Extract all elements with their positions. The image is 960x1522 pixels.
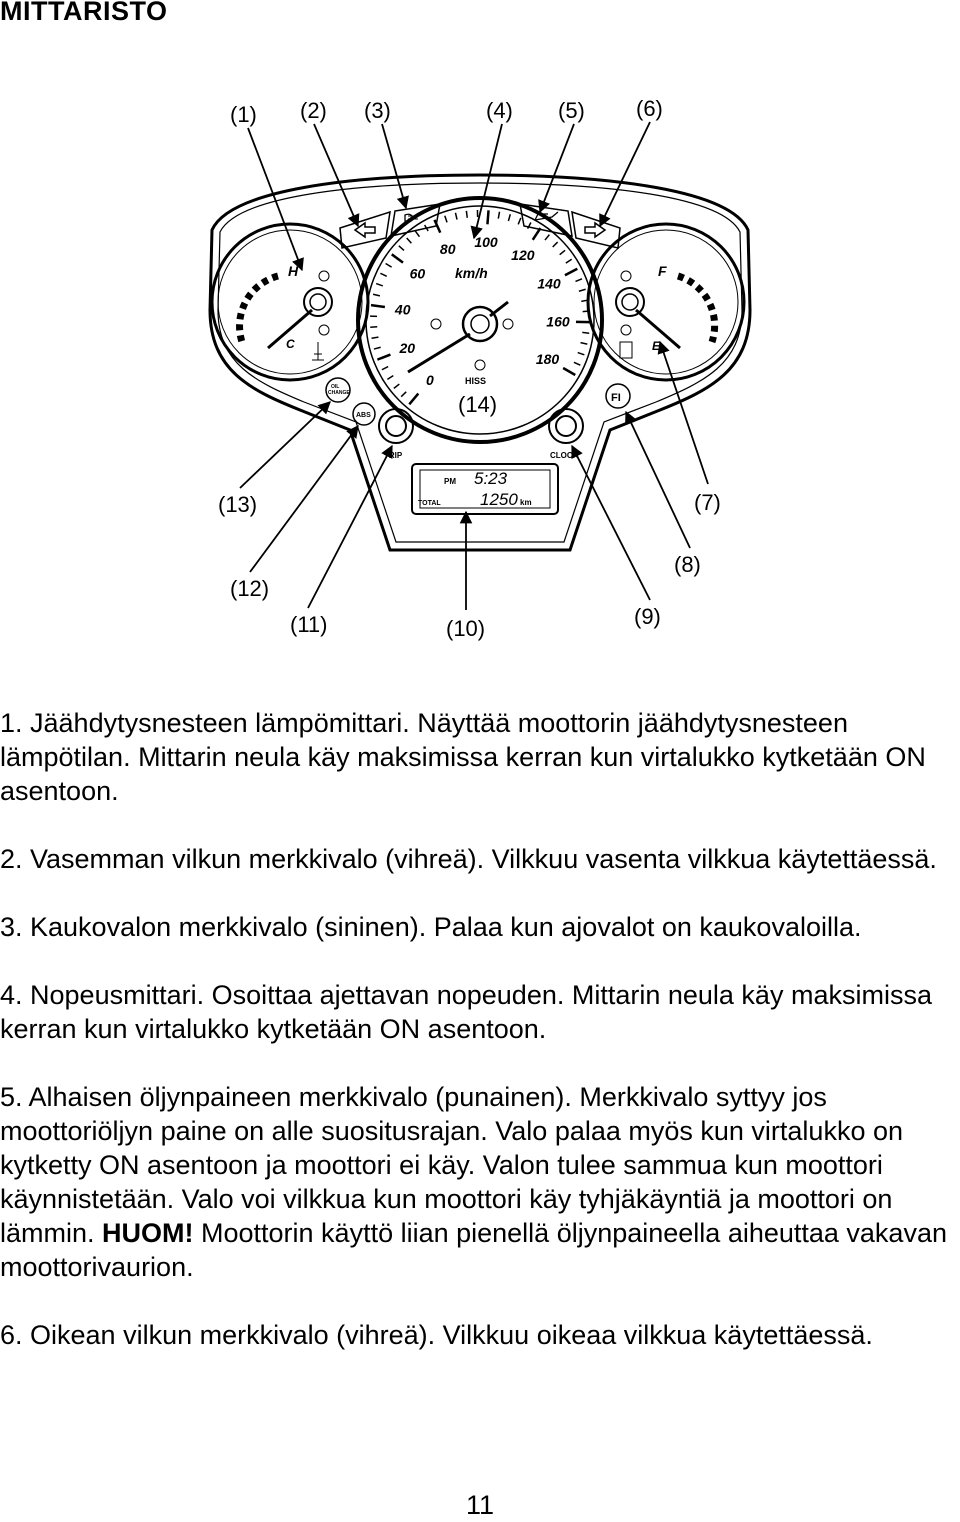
fi-indicator: [606, 384, 630, 408]
temp-high-label: H: [288, 263, 299, 279]
item-text: 6. Oikean vilkun merkkivalo (vihreä). Vilkkuu oikeaa vilkkua käytettäessä.: [0, 1320, 873, 1350]
item-text: 3. Kaukovalon merkkivalo (sininen). Palaa kun ajovalot on kaukovaloilla.: [0, 912, 862, 942]
item-2: [0, 842, 960, 876]
left-turn-indicator-icon: [340, 212, 390, 248]
callout-1: (1): [230, 102, 257, 127]
speedometer-tick: [518, 218, 521, 225]
speedometer-tick: [377, 355, 390, 360]
note-label: HUOM!: [102, 1218, 194, 1248]
speedometer-tick: [455, 213, 457, 220]
speedometer-tick: [566, 259, 572, 263]
callout-2: (2): [300, 98, 327, 123]
speedometer-tick: [401, 392, 406, 397]
speedometer-tick: [409, 394, 418, 405]
item-4: [0, 978, 960, 1046]
speedometer-tick: [533, 228, 541, 240]
speedometer-tick: [498, 212, 499, 219]
speedometer-tick: [445, 216, 447, 223]
lcd-time: 5:23: [474, 469, 508, 488]
instrument-cluster-diagram: [190, 80, 770, 650]
speedometer-tick: [487, 210, 488, 224]
svg-text:OIL: OIL: [331, 384, 340, 390]
oil-change-indicator: [326, 378, 350, 402]
temp-low-label: C: [286, 337, 295, 351]
speedometer-tick-label: 40: [394, 301, 411, 318]
speedometer-tick-label: 180: [535, 351, 560, 367]
item-text: Moottorin käyttö liian pienellä öljynpaineella aiheuttaa vakavan moottorivaurion.: [0, 1218, 947, 1282]
item-text: 4. Nopeusmittari. Osoittaa ajettavan nopeuden. Mittarin neula käy maksimissa kerran kun virtalukko kytketään ON asentoon.: [0, 980, 932, 1044]
item-5: [0, 1080, 960, 1284]
speedometer-tick: [575, 279, 581, 282]
item-3: [0, 910, 960, 944]
speedometer-tick: [392, 254, 403, 262]
speedometer-tick: [582, 332, 589, 333]
speedometer-tick: [376, 284, 383, 286]
item-text: 2. Vasemman vilkun merkkivalo (vihreä). Vilkkuu vasenta vilkkua käytettäessä.: [0, 844, 937, 874]
trip-label: TRIP: [384, 451, 403, 460]
speedometer-tick: [373, 294, 380, 296]
speedometer-tick: [394, 384, 399, 388]
svg-text:FI: FI: [611, 392, 621, 404]
lcd-odometer: 1250: [480, 490, 518, 509]
lcd-display: [412, 464, 558, 514]
lcd-ampm: PM: [444, 477, 456, 486]
clock-label: CLOCK: [550, 451, 579, 460]
svg-text:CHANGE: CHANGE: [328, 390, 350, 396]
speedometer-tick: [578, 353, 585, 355]
coolant-temperature-gauge: [212, 224, 368, 380]
immobilizer-label: HISS: [465, 376, 487, 386]
speedometer-tick: [372, 337, 379, 338]
callout-11: (11): [290, 612, 328, 637]
speedometer-tick: [386, 264, 392, 268]
callout-8: (8): [674, 552, 701, 577]
speedometer-tick: [565, 269, 577, 276]
item-text: 1. Jäähdytysnesteen lämpömittari. Näyttää moottorin jäähdytysnesteen lämpötilan. Mittarin neula käy maksimissa kerran kun virtalukko kytketään ON asentoon.: [0, 708, 926, 806]
speedometer-tick: [574, 362, 580, 365]
speedometer-tick: [415, 231, 419, 237]
page-title: MITTARISTO: [0, 0, 168, 26]
description-list: [0, 706, 960, 1386]
speedometer-tick-label: 120: [511, 246, 535, 263]
callout-4: (4): [486, 98, 513, 123]
speedometer-tick-label: 60: [409, 265, 426, 282]
speedometer-tick-label: 20: [399, 340, 416, 357]
speed-unit-label: km/h: [455, 265, 488, 281]
speedometer-tick: [371, 305, 385, 307]
callout-9: (9): [634, 604, 661, 629]
callout-14: (14): [458, 392, 498, 417]
speedometer-tick: [579, 289, 586, 291]
speedometer: [358, 198, 602, 442]
callout-7: (7): [694, 490, 721, 515]
callout-arrows: [240, 122, 708, 610]
speedometer-tick: [508, 214, 510, 221]
callout-10: (10): [446, 616, 486, 641]
speedometer-tick: [407, 238, 412, 243]
speedometer-tick: [382, 367, 388, 370]
speedometer-tick-label: 0: [425, 371, 434, 388]
speedometer-tick-label: 80: [439, 240, 456, 257]
item-6: [0, 1318, 960, 1352]
svg-text:ABS: ABS: [356, 412, 371, 419]
speedometer-tick: [374, 347, 381, 349]
speedometer-tick: [380, 273, 386, 276]
item-1: [0, 706, 960, 808]
lcd-total-label: TOTAL: [418, 500, 441, 507]
speedometer-needle: [408, 334, 470, 372]
fuel-full-label: F: [658, 263, 667, 279]
page-number: 11: [465, 1490, 495, 1520]
speedometer-tick: [545, 235, 549, 240]
speedometer-tick: [466, 211, 467, 218]
abs-indicator: [353, 403, 375, 425]
fuel-empty-label: E: [652, 339, 661, 353]
right-turn-indicator-icon: [572, 212, 620, 248]
callout-12: (12): [230, 576, 270, 601]
speedometer-tick: [387, 376, 393, 380]
speedometer-tick: [560, 250, 565, 254]
fuel-gauge: [588, 224, 744, 380]
callout-5: (5): [558, 98, 585, 123]
speedometer-tick-label: 140: [537, 275, 561, 292]
lcd-odometer-unit: km: [520, 498, 532, 507]
speedometer-tick: [399, 246, 404, 251]
item-text: 5. Alhaisen öljynpaineen merkkivalo (punainen). Merkkivalo syttyy jos moottoriöljyn paine on alle suositusrajan. Valo palaa myös kun virtalukko on kytketty ON asentoon ja moottori ei käy. Valon tulee sammua kun moottori käynnistetään. Valo voi vilkkua kun moottori käy tyhjäkäyntiä ja moottori on lämmin.: [0, 1082, 903, 1248]
speedometer-tick: [580, 343, 587, 345]
callout-6: (6): [636, 96, 663, 121]
speedometer-tick: [583, 311, 590, 312]
speedometer-tick-label: 160: [546, 313, 570, 330]
callout-13: (13): [218, 492, 258, 517]
speedometer-tick: [563, 368, 575, 375]
callout-3: (3): [364, 98, 391, 123]
speedometer-tick: [553, 242, 558, 247]
speedometer-tick-label: 100: [474, 234, 498, 251]
